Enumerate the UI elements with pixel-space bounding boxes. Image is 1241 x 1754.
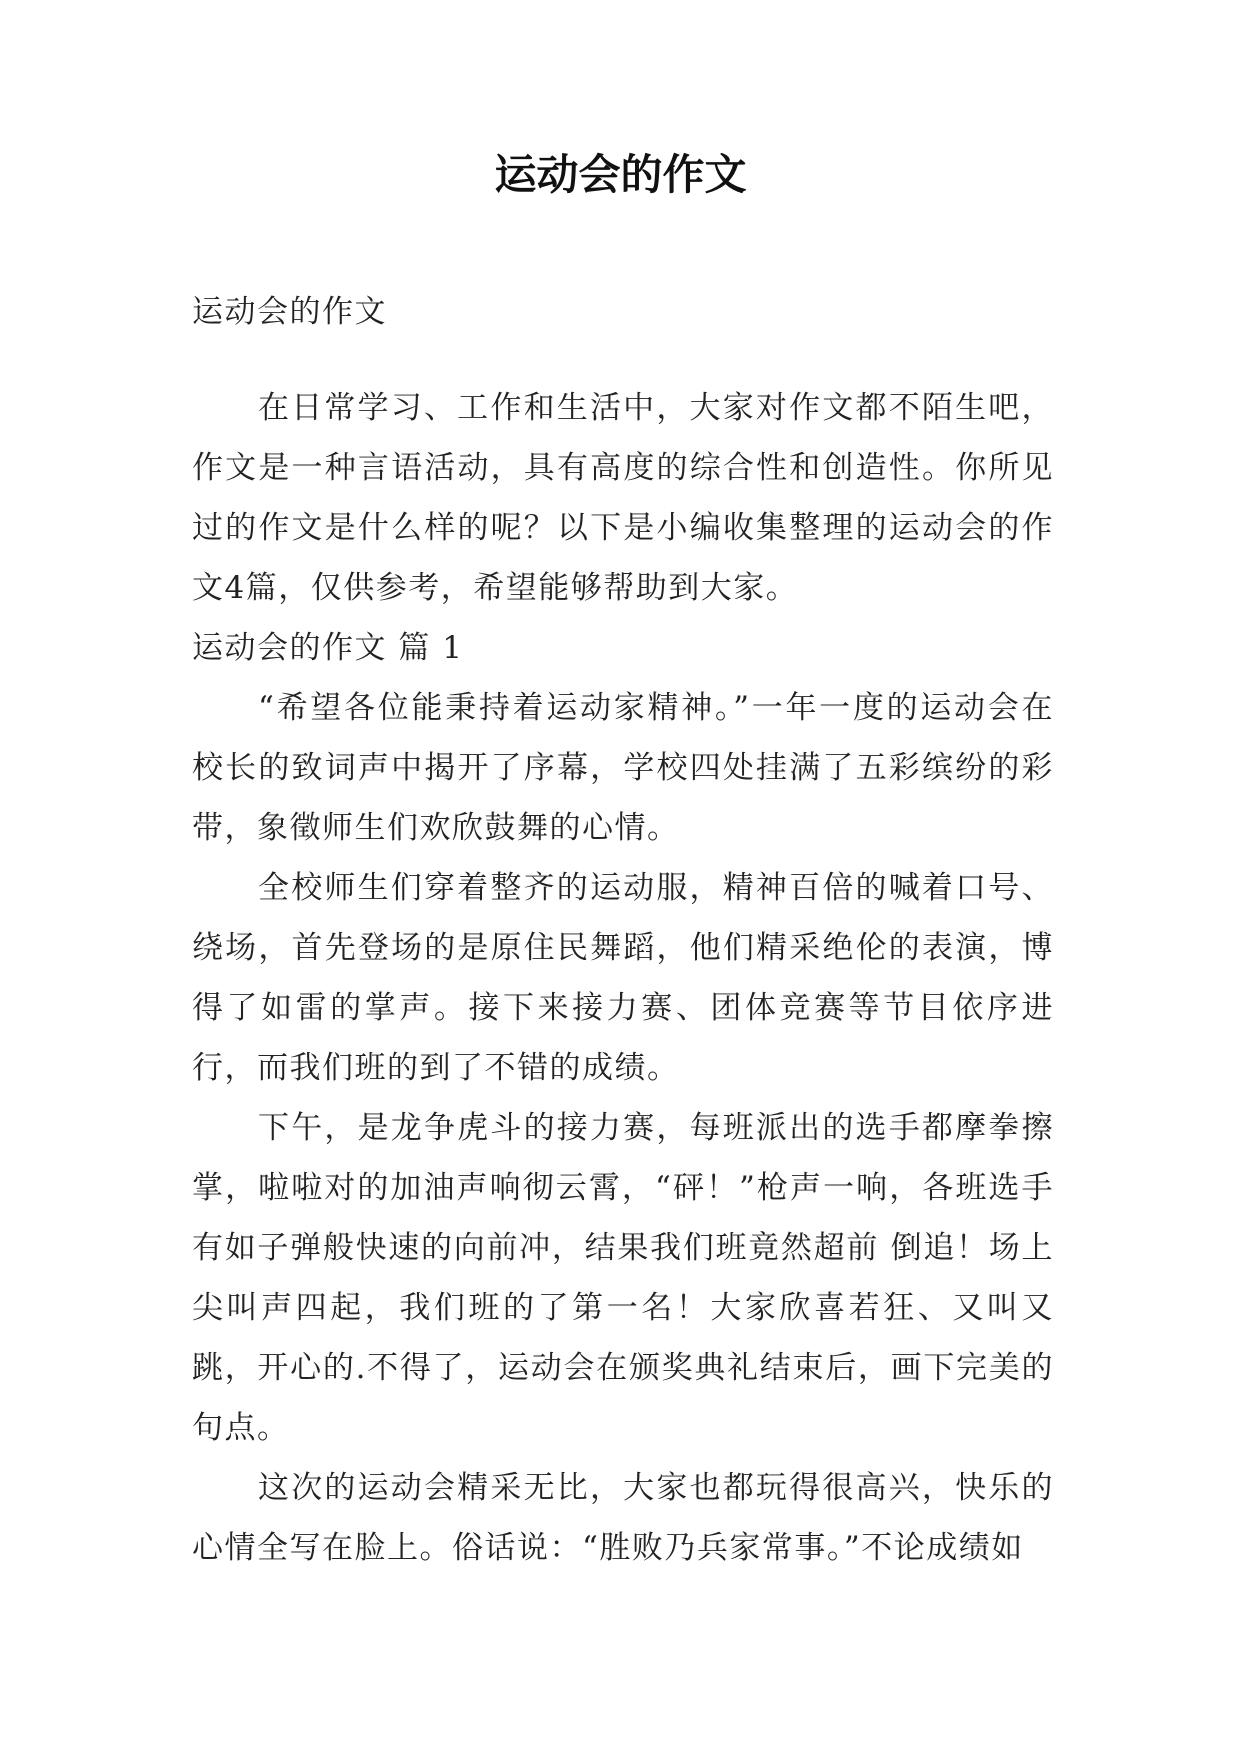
- essay-paragraph-2: 全校师生们穿着整齐的运动服，精神百倍的喊着口号、绕场，首先登场的是原住民舞蹈，他们精采绝伦的表演，博得了如雷的掌声。接下来接力赛、团体竞赛等节目依序进行，而我们班的到了不错的成绩。: [192, 870, 1054, 1086]
- document-subtitle: 运动会的作文: [192, 294, 387, 330]
- essay-paragraph-1: “希望各位能秉持着运动家精神。”一年一度的运动会在校长的致词声中揭开了序幕，学校四处挂满了五彩缤纷的彩带，象徵师生们欢欣鼓舞的心情。: [192, 690, 1054, 846]
- essay-paragraph-4: 这次的运动会精采无比，大家也都玩得很高兴，快乐的心情全写在脸上。俗话说：“胜败乃兵家常事。”不论成绩如: [192, 1470, 1054, 1566]
- intro-paragraph: 在日常学习、工作和生活中，大家对作文都不陌生吧，作文是一种言语活动，具有高度的综合性和创造性。你所见过的作文是什么样的呢？以下是小编收集整理的运动会的作文4篇，仅供参考，希望能够帮助到大家。: [192, 390, 1054, 606]
- document-body: [192, 282, 1054, 1578]
- section-heading: 运动会的作文 篇 1: [192, 630, 464, 666]
- essay-paragraph-3: 下午，是龙争虎斗的接力赛，每班派出的选手都摩拳擦掌，啦啦对的加油声响彻云霄，“砰！”枪声一响，各班选手有如子弹般快速的向前冲，结果我们班竟然超前 倒追！场上尖叫声四起，我们班的了第一名！大家欣喜若狂、又叫又跳，开心的.不得了，运动会在颁奖典礼结束后，画下完美的句点。: [192, 1110, 1054, 1446]
- document-title: 运动会的作文: [494, 150, 747, 199]
